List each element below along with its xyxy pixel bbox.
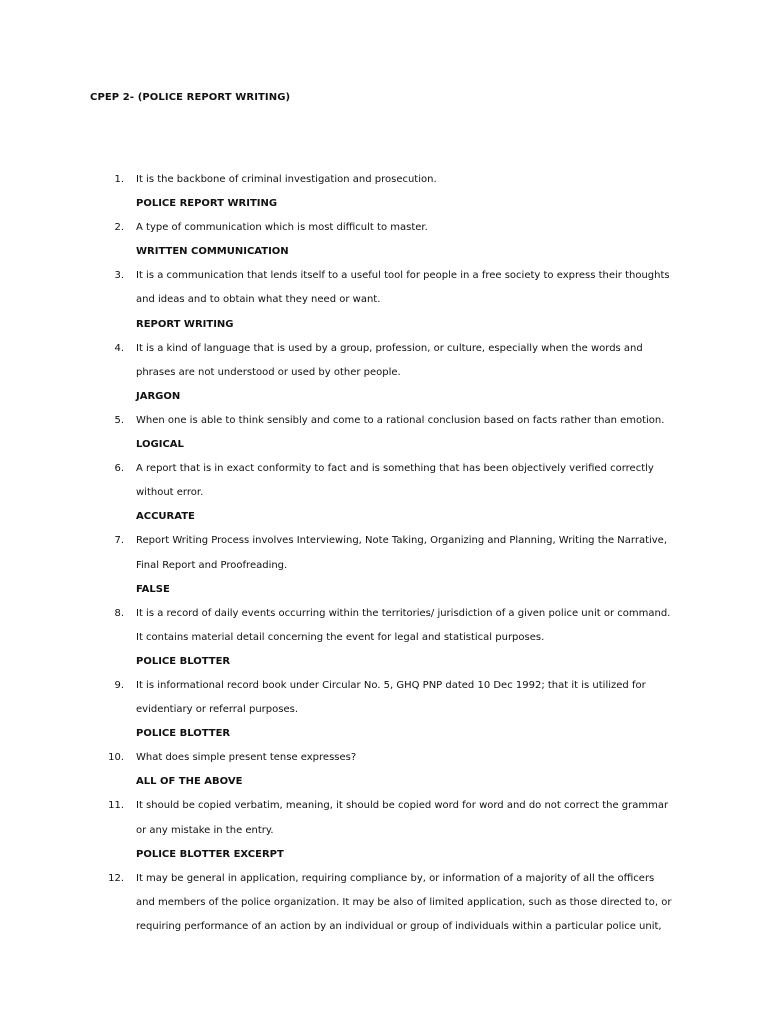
question-item	[0, 867, 768, 939]
answer-text: LOGICAL	[136, 439, 184, 451]
question-item	[0, 409, 768, 457]
answer-text: ACCURATE	[136, 511, 195, 523]
question-number: 11.	[108, 800, 124, 812]
question-item	[0, 264, 768, 336]
question-number: 10.	[108, 752, 124, 764]
question-text: It is a communication that lends itself to a useful tool for people in a free society to express their thoughts	[136, 270, 670, 282]
document-title: CPEP 2- (POLICE REPORT WRITING)	[90, 92, 291, 103]
question-number: 9.	[114, 679, 124, 691]
question-item	[0, 794, 768, 866]
question-number: 4.	[114, 342, 124, 354]
question-text: It may be general in application, requiring compliance by, or information of a majority of all the officers	[136, 872, 655, 884]
question-number: 12.	[108, 872, 124, 884]
question-list	[0, 168, 768, 939]
answer-text: WRITTEN COMMUNICATION	[136, 246, 289, 258]
answer-text: POLICE BLOTTER EXCERPT	[136, 848, 284, 860]
question-item	[0, 168, 768, 216]
question-text: It is a kind of language that is used by a group, profession, or culture, especially when the words and	[136, 342, 643, 354]
answer-text: REPORT WRITING	[136, 318, 234, 330]
question-number: 6.	[114, 463, 124, 475]
question-number: 5.	[114, 414, 124, 426]
question-text: It is a record of daily events occurring within the territories/ jurisdiction of a given police unit or command.	[136, 607, 671, 619]
answer-text: ALL OF THE ABOVE	[136, 776, 243, 788]
question-text: Report Writing Process involves Interviewing, Note Taking, Organizing and Planning, Writing the Narrative,	[136, 535, 668, 547]
question-text: A type of communication which is most difficult to master.	[136, 222, 428, 234]
question-text: It contains material detail concerning the event for legal and statistical purposes.	[136, 631, 545, 643]
answer-text: POLICE BLOTTER	[136, 728, 231, 740]
question-number: 3.	[114, 270, 124, 282]
answer-text: FALSE	[136, 583, 170, 595]
question-text: A report that is in exact conformity to fact and is something that has been objectively verified correctly	[136, 463, 654, 475]
question-text: evidentiary or referral purposes.	[136, 704, 298, 716]
question-item	[0, 216, 768, 264]
question-text: and ideas and to obtain what they need or want.	[136, 294, 381, 306]
question-item	[0, 602, 768, 674]
answer-text: JARGON	[136, 390, 181, 402]
question-text: requiring performance of an action by an individual or group of individuals within a particular police unit,	[136, 920, 662, 932]
question-number: 1.	[114, 174, 124, 185]
question-text: and members of the police organization. It may be also of limited application, such as those directed to, or	[136, 896, 672, 908]
question-text: phrases are not understood or used by other people.	[136, 366, 401, 378]
question-text: without error.	[136, 487, 204, 499]
question-item	[0, 457, 768, 529]
question-number: 7.	[114, 535, 124, 547]
question-text: or any mistake in the entry.	[136, 824, 274, 836]
question-text: It is the backbone of criminal investigation and prosecution.	[136, 174, 437, 185]
answer-text: POLICE BLOTTER	[136, 655, 231, 667]
question-item	[0, 674, 768, 746]
question-item	[0, 529, 768, 601]
question-text: It is informational record book under Circular No. 5, GHQ PNP dated 10 Dec 1992; that it is utilized for	[136, 679, 646, 691]
question-number: 8.	[114, 607, 124, 619]
question-item	[0, 337, 768, 409]
question-item	[0, 746, 768, 794]
question-number: 2.	[114, 222, 124, 234]
answer-text: POLICE REPORT WRITING	[136, 198, 278, 210]
question-text: What does simple present tense expresses?	[136, 752, 357, 764]
question-text: Final Report and Proofreading.	[136, 559, 288, 571]
question-text: It should be copied verbatim, meaning, it should be copied word for word and do not correct the grammar	[136, 800, 669, 812]
question-text: When one is able to think sensibly and come to a rational conclusion based on facts rather than emotion.	[136, 414, 665, 426]
